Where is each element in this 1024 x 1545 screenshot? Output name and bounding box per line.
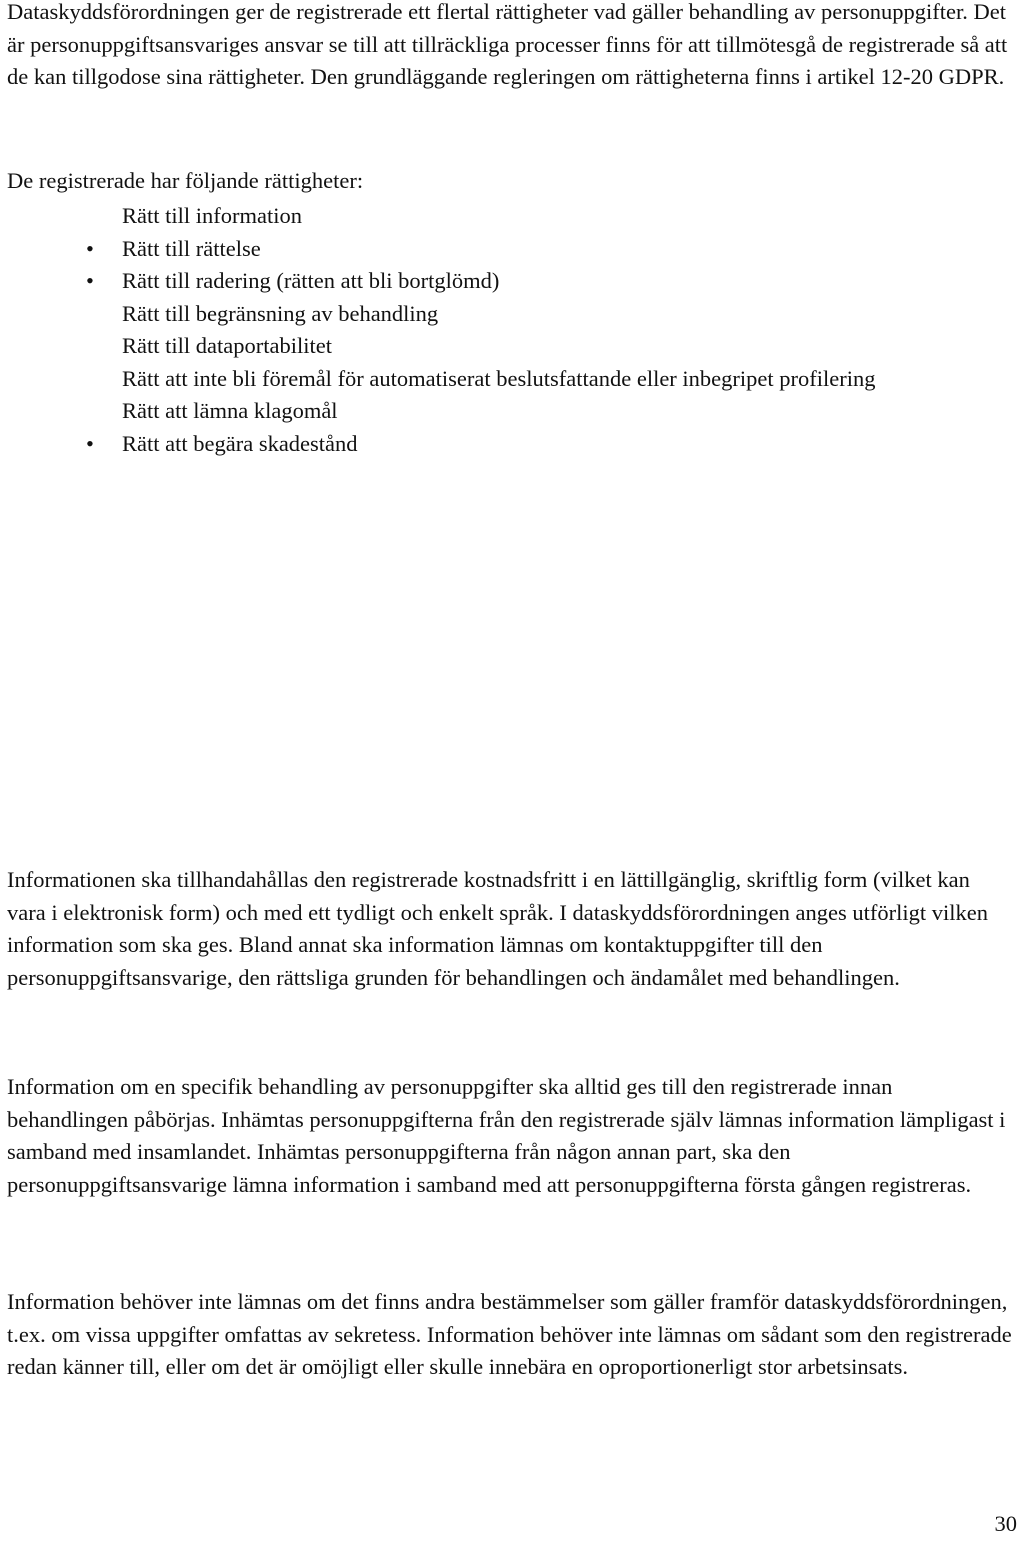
information-format-paragraph: Informationen ska tillhandahållas den registrerade kostnadsfritt i en lättillgänglig, skriftlig form (vilket kan vara i elektronisk form) och med ett tydligt och enkelt språk. I dataskyddsförordningen anges utförligt vilken information som ska ges. Bland annat ska information lämnas om kontaktuppgifter till den personuppgiftsansvarige, den rättsliga grunden för behandlingen och ändamålet med behandlingen. bbox=[7, 867, 988, 990]
list-item-text: Rätt att begära skadestånd bbox=[122, 430, 358, 456]
list-item-text: Rätt att lämna klagomål bbox=[122, 398, 338, 423]
bullet-icon: • bbox=[86, 430, 94, 456]
list-item-text: Rätt till information bbox=[122, 203, 302, 228]
list-item bbox=[0, 298, 982, 331]
list-item-text: Rätt till radering (rätten att bli bortglömd) bbox=[122, 268, 500, 293]
list-item-text: Rätt till dataportabilitet bbox=[122, 333, 332, 358]
list-item-text: Rätt till rättelse bbox=[122, 235, 261, 261]
list-item bbox=[0, 265, 982, 298]
information-timing-paragraph: Information om en specifik behandling av personuppgifter ska alltid ges till den registrerade innan behandlingen påbörjas. Inhämtas personuppgifterna från den registrerade själv lämnas information lämpligast i samband med insamlandet. Inhämtas personuppgifterna från någon annan part, ska den personuppgiftsansvarige lämna information i samband med att personuppgifterna första gången registreras. bbox=[7, 1074, 1006, 1197]
rights-intro-text: De registrerade har följande rättigheter: bbox=[7, 168, 364, 193]
list-item bbox=[0, 363, 982, 396]
list-item bbox=[0, 330, 982, 363]
list-item bbox=[0, 395, 982, 428]
list-item bbox=[0, 200, 982, 233]
rights-overview-paragraph: Dataskyddsförordningen ger de registrerade ett flertal rättigheter vad gäller behandling av personuppgifter. Det är personuppgiftsansvariges ansvar se till att tillräckliga processer finns för att tillmötesgå de registrerade så att de kan tillgodose sina rättigheter. Den grundläggande regleringen om rättigheterna finns i artikel 12-20 GDPR. bbox=[7, 0, 1008, 89]
bullet-icon: • bbox=[86, 268, 94, 293]
page-number: 30 bbox=[994, 1511, 1017, 1536]
list-item-text: Rätt att inte bli föremål för automatiserat beslutsfattande eller inbegripet profilering bbox=[122, 365, 876, 391]
list-item-text: Rätt till begränsning av behandling bbox=[122, 300, 439, 326]
list-item bbox=[0, 428, 982, 461]
rights-list bbox=[0, 200, 1000, 460]
bullet-icon: • bbox=[86, 235, 94, 261]
information-exceptions-paragraph: Information behöver inte lämnas om det finns andra bestämmelser som gäller framför dataskyddsförordningen, t.ex. om vissa uppgifter omfattas av sekretess. Information behöver inte lämnas om sådant som den registrerade redan känner till, eller om det är omöjligt eller skulle innebära en oproportionerligt stor arbetsinsats. bbox=[7, 1289, 1012, 1379]
list-item bbox=[0, 233, 982, 266]
